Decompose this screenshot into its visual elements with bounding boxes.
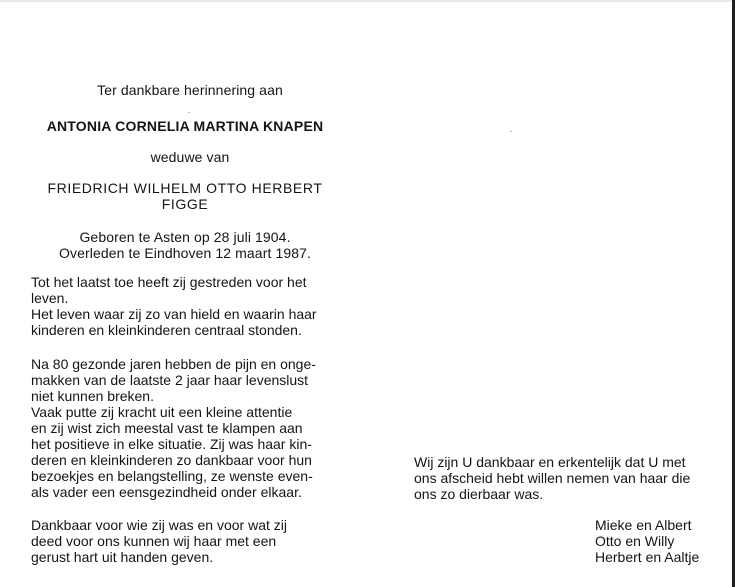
paragraph-life xyxy=(31,356,331,500)
signatories xyxy=(595,517,699,565)
text-line: Vaak putte zij kracht uit een kleine attentie xyxy=(31,404,293,420)
print-speck xyxy=(188,112,190,113)
death-line: Overleden te Eindhoven 12 maart 1987. xyxy=(59,245,311,261)
text-line: en zij wist zich meestal vast te klampen aan xyxy=(31,420,303,436)
birth-line: Geboren te Asten op 28 juli 1904. xyxy=(79,229,291,245)
text-line: het positieve in elke situatie. Zij was haar kin- xyxy=(31,436,312,452)
text-line: gerust hart uit handen geven. xyxy=(31,549,214,565)
text-line: leven. xyxy=(31,290,69,306)
signatory-name: Mieke en Albert xyxy=(595,517,692,533)
signatory-name: Herbert en Aaltje xyxy=(595,549,700,565)
husband-name-line-2: FIGGE xyxy=(161,196,209,212)
text-line: ons afscheid hebt willen nemen van haar die xyxy=(414,470,691,486)
text-line: kinderen en kleinkinderen centraal stonden. xyxy=(31,322,302,338)
print-speck xyxy=(510,131,512,132)
signatory-name: Otto en Willy xyxy=(595,533,675,549)
text-line: niet kunnen breken. xyxy=(31,388,154,404)
text-line: ons zo dierbaar was. xyxy=(414,486,544,502)
intro-text: Ter dankbare herinnering aan xyxy=(97,82,283,98)
deceased-name: ANTONIA CORNELIA MARTINA KNAPEN xyxy=(46,118,324,134)
text-line: Wij zijn U dankbaar en erkentelijk dat U met xyxy=(414,454,686,470)
text-line: Tot het laatst toe heeft zij gestreden voor het xyxy=(31,274,307,290)
text-line: Dankbaar voor wie zij was en voor wat zij xyxy=(31,517,287,533)
text-line: deed voor ons kunnen wij haar met een xyxy=(31,533,277,549)
text-line: Het leven waar zij zo van hield en waarin haar xyxy=(31,306,317,322)
paragraph-gratitude xyxy=(31,517,331,565)
top-edge-shadow xyxy=(0,0,735,2)
paragraph-struggle xyxy=(31,274,331,338)
text-line: bezoekjes en belangstelling, ze wenste even- xyxy=(31,468,313,484)
thanks-text xyxy=(414,454,690,502)
text-line: deren en kleinkinderen zo dankbaar voor hun xyxy=(31,452,312,468)
widow-of-text: weduwe van xyxy=(150,149,230,165)
text-line: makken van de laatste 2 jaar haar levenslust xyxy=(31,372,309,388)
text-line: Na 80 gezonde jaren hebben de pijn en onge- xyxy=(31,356,316,372)
husband-name-line-1: FRIEDRICH WILHELM OTTO HERBERT xyxy=(47,180,323,196)
text-line: als vader een eensgezindheid onder elkaar. xyxy=(31,484,302,500)
